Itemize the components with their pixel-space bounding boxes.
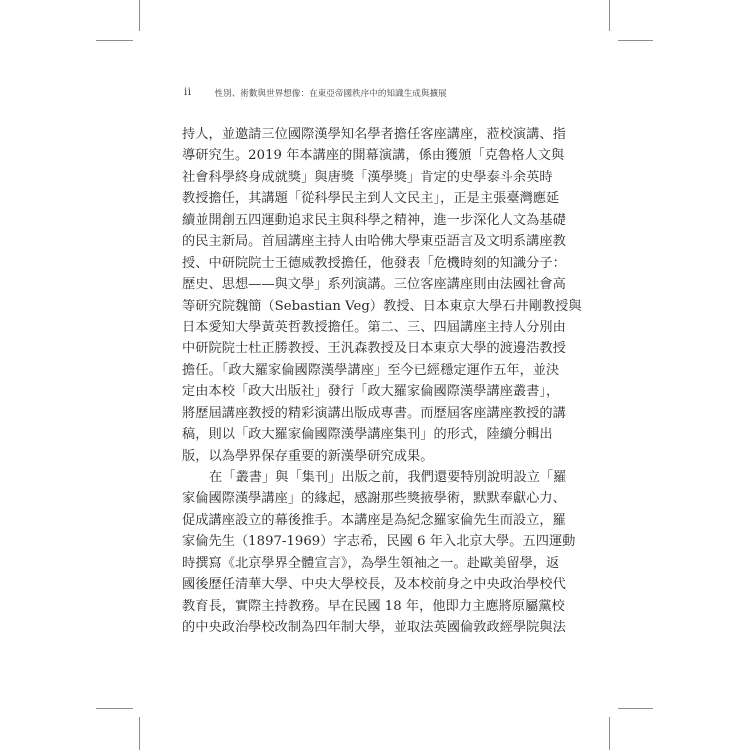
crop-mark-top-right-horizontal	[618, 40, 653, 41]
text-line: 促成講座設立的幕後推手。本講座是為紀念羅家倫先生而設立，羅	[182, 512, 566, 528]
crop-mark-bottom-right-horizontal	[618, 708, 653, 709]
text-line: 歷史、思想——與文學」系列演講。三位客座講座則由法國社會高	[182, 277, 566, 293]
text-line: 中研院院士杜正勝教授、王汎森教授及日本東京大學的渡邊浩教授	[182, 341, 566, 357]
text-line: 授、中研院院士王德威教授擔任，他發表「危機時刻的知識分子：	[182, 255, 566, 271]
crop-mark-top-right-vertical	[609, 0, 610, 31]
text-line: 教育長，實際主持教務。早在民國 18 年，他即力主應將原屬黨校	[182, 598, 565, 614]
crop-mark-top-left-vertical	[139, 0, 140, 31]
crop-mark-bottom-right-vertical	[609, 717, 610, 750]
text-line: 社會科學終身成就獎」與唐獎「漢學獎」肯定的史學泰斗余英時	[182, 169, 553, 185]
text-line: 版，以為學界保存重要的新漢學研究成果。	[182, 448, 434, 464]
text-line: 等研究院魏簡（Sebastian Veg）教授、日本東京大學石井剛教授與	[182, 298, 582, 314]
text-line: 家倫國際漢學講座」的緣起，感謝那些獎掖學術，默默奉獻心力、	[182, 491, 566, 507]
running-header-title: 性別、術數與世界想像：在東亞帝國秩序中的知識生成與擴展	[214, 88, 447, 99]
page-number: ii	[184, 87, 192, 98]
text-line: 日本愛知大學黃英哲教授擔任。第二、三、四屆講座主持人分別由	[182, 319, 566, 335]
text-line: 的民主新局。首屆講座主持人由哈佛大學東亞語言及文明系講座教	[182, 234, 566, 250]
text-line: 稿，則以「政大羅家倫國際漢學講座集刊」的形式，陸續分輯出	[182, 427, 553, 443]
crop-mark-bottom-left-vertical	[139, 717, 140, 750]
text-line: 的中央政治學校改制為四年制大學，並取法英國倫敦政經學院與法	[182, 620, 566, 636]
text-line: 家倫先生（1897-1969）字志希，民國 6 年入北京大學。五四運動	[182, 534, 576, 550]
crop-mark-bottom-left-horizontal	[96, 708, 133, 709]
text-line-paragraph-start: 在「叢書」與「集刊」出版之前，我們還要特別說明設立「羅	[209, 470, 567, 485]
crop-mark-top-left-horizontal	[96, 40, 133, 41]
text-line: 將歷屆講座教授的精彩演講出版成專書。而歷屆客座講座教授的講	[182, 405, 566, 421]
text-line: 定由本校「政大出版社」發行「政大羅家倫國際漢學講座叢書」，	[182, 384, 560, 400]
running-header	[184, 82, 564, 101]
body-text-block	[182, 124, 582, 639]
text-line: 持人，並邀請三位國際漢學知名學者擔任客座講座，蒞校演講、指	[182, 127, 566, 142]
text-line: 擔任。「政大羅家倫國際漢學講座」至今已經穩定運作五年，並決	[182, 362, 560, 378]
text-line: 續並開創五四運動追求民主與科學之精神，進一步深化人文為基礎	[182, 212, 566, 228]
text-line: 導研究生。2019 年本講座的開幕演講，係由獲頒「克魯格人文與	[182, 148, 565, 164]
text-line: 教授擔任，其講題「從科學民主到人文民主」，正是主張臺灣應延	[182, 191, 560, 207]
text-line: 國後歷任清華大學、中央大學校長，及本校前身之中央政治學校代	[182, 577, 566, 593]
text-line: 時撰寫《北京學界全體宣言》，為學生領袖之一。赴歐美留學，返	[182, 555, 560, 571]
